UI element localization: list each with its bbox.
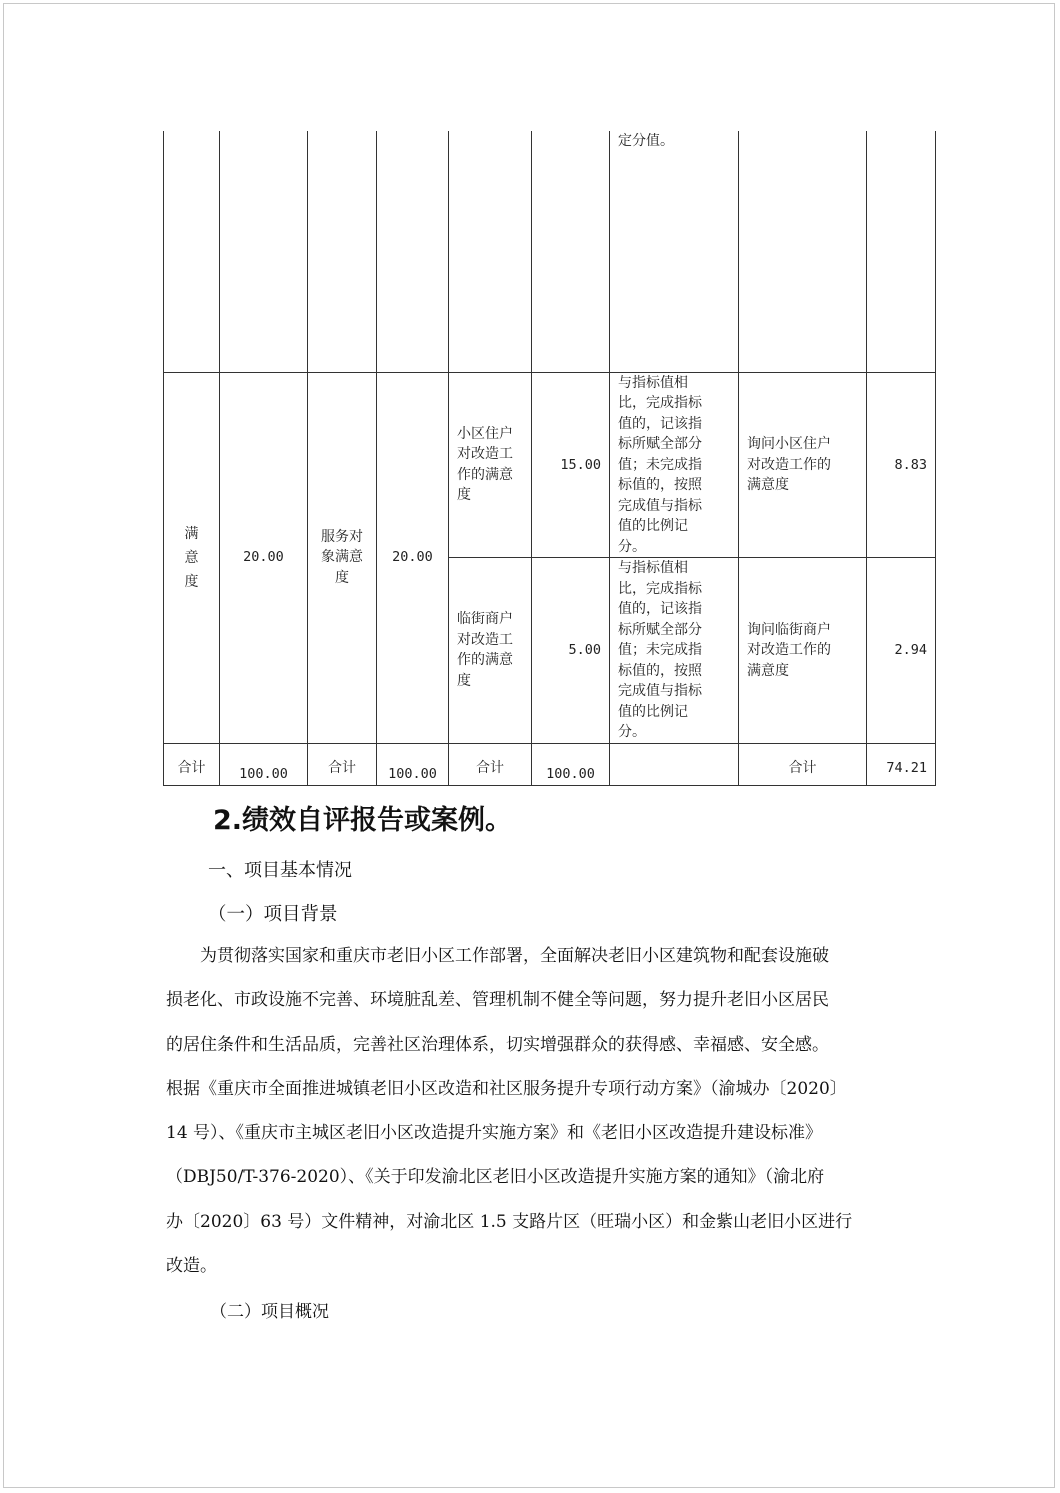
cell-evaluation-method: 询问临街商户 对改造工作的 满意度 <box>739 558 867 744</box>
paragraph-line: 办〔2020〕63 号）文件精神，对渝北区 1.5 支路片区（旺瑞小区）和金紫山老旧小区进行 <box>166 1211 853 1232</box>
section-title: 2.绩效自评报告或案例。 <box>213 805 513 836</box>
heading-overview: （二）项目概况 <box>210 1302 329 1322</box>
cell-empty <box>610 743 739 785</box>
cell-standard-continued: 定分值。 <box>610 131 739 372</box>
paragraph-line: 损老化、市政设施不完善、环境脏乱差、管理机制不健全等问题，努力提升老旧小区居民 <box>166 990 829 1011</box>
cell-total-label: 合计 <box>164 743 220 785</box>
table-row-continued <box>164 131 936 372</box>
cell-total-score: 100.00 <box>220 743 308 785</box>
cell-empty <box>164 131 220 372</box>
paragraph-line: 14 号）、《重庆市主城区老旧小区改造提升实施方案》和《老旧小区改造提升建设标准》 <box>166 1123 823 1144</box>
cell-total-score: 100.00 <box>377 743 449 785</box>
cell-total-label: 合计 <box>739 743 867 785</box>
heading-basic-info: 一、项目基本情况 <box>208 860 352 881</box>
table-row-total <box>164 743 936 785</box>
cell-total-label: 合计 <box>449 743 532 785</box>
cell-indicator-score: 15.00 <box>532 372 610 558</box>
cell-level1-score: 20.00 <box>220 372 308 743</box>
cell-level2-indicator: 服务对 象满意 度 <box>308 372 377 743</box>
cell-evaluation-method: 询问小区住户 对改造工作的 满意度 <box>739 372 867 558</box>
cell-indicator-score: 5.00 <box>532 558 610 744</box>
cell-empty <box>867 131 936 372</box>
cell-level2-score: 20.00 <box>377 372 449 743</box>
cell-empty <box>739 131 867 372</box>
heading-background: （一）项目背景 <box>208 904 338 925</box>
evaluation-table <box>163 131 936 786</box>
background-paragraph <box>166 943 910 1297</box>
table-row <box>164 372 936 558</box>
cell-total-result: 74.21 <box>867 743 936 785</box>
cell-scoring-standard: 与指标值相 比，完成指标 值的，记该指 标所赋全部分 值；未完成指 标值的，按照 完成值与指标 值的比例记 分。 <box>610 558 739 744</box>
paragraph-line: （DBJ50/T-376-2020）、《关于印发渝北区老旧小区改造提升实施方案的通知》（渝北府 <box>166 1167 825 1188</box>
cell-score-result: 8.83 <box>867 372 936 558</box>
cell-total-label: 合计 <box>308 743 377 785</box>
paragraph-line: 的居住条件和生活品质，完善社区治理体系，切实增强群众的获得感、幸福感、安全感。 <box>166 1034 829 1055</box>
cell-empty <box>449 131 532 372</box>
cell-total-score: 100.00 <box>532 743 610 785</box>
cell-empty <box>308 131 377 372</box>
cell-level1-indicator: 满 意 度 <box>164 372 220 743</box>
cell-empty <box>220 131 308 372</box>
paragraph-line: 改造。 <box>166 1256 217 1277</box>
cell-scoring-standard: 与指标值相 比，完成指标 值的，记该指 标所赋全部分 值；未完成指 标值的，按照 完成值与指标 值的比例记 分。 <box>610 372 739 558</box>
cell-level3-indicator: 小区住户 对改造工 作的满意 度 <box>449 372 532 558</box>
paragraph-line: 根据《重庆市全面推进城镇老旧小区改造和社区服务提升专项行动方案》（渝城办〔2020〕 <box>166 1078 847 1099</box>
cell-level3-indicator: 临街商户 对改造工 作的满意 度 <box>449 558 532 744</box>
cell-empty <box>532 131 610 372</box>
cell-empty <box>377 131 449 372</box>
cell-score-result: 2.94 <box>867 558 936 744</box>
paragraph-line: 为贯彻落实国家和重庆市老旧小区工作部署，全面解决老旧小区建筑物和配套设施破 <box>166 946 829 966</box>
